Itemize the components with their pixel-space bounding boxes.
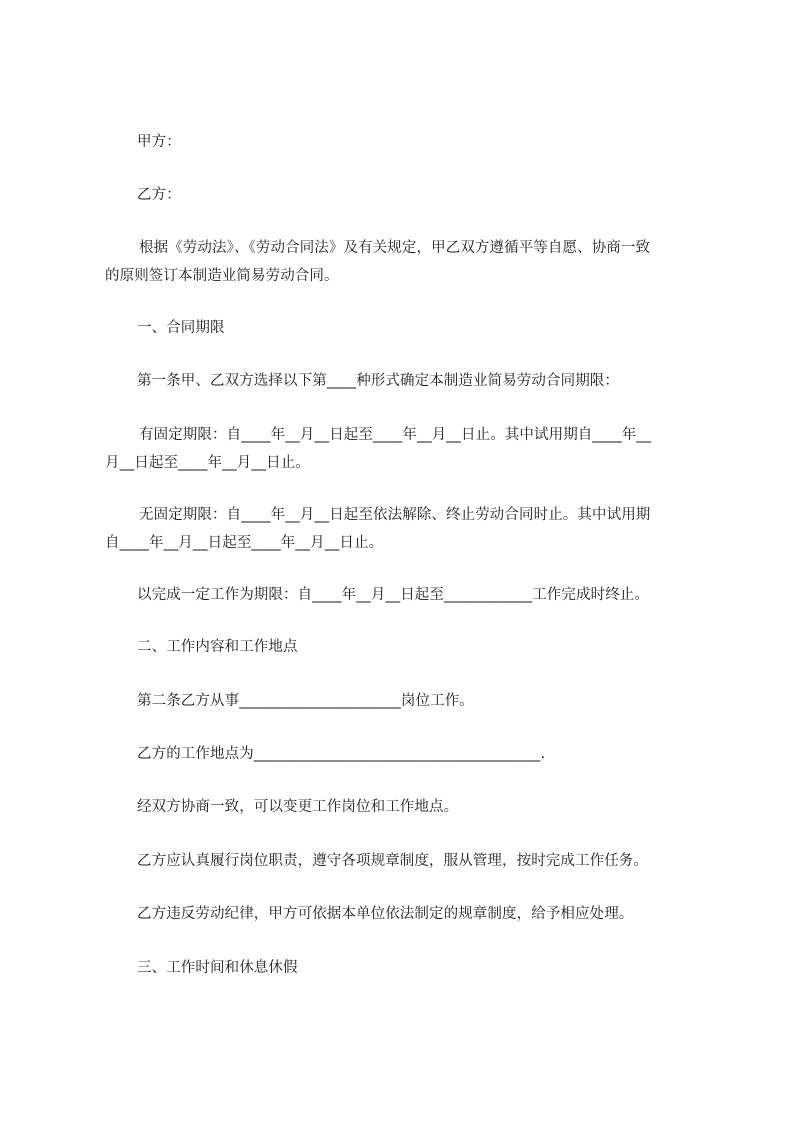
party-b-label: 乙方：	[137, 187, 181, 203]
discipline-clause: 乙方违反劳动纪律，甲方可依据本单位依法制定的规章制度，给予相应处理。	[137, 906, 634, 922]
duty-clause: 乙方应认真履行岗位职责，遵守各项规章制度，服从管理，按时完成工作任务。	[137, 853, 648, 869]
section-2-title: 二、工作内容和工作地点	[137, 639, 298, 655]
open-term-line-2: 自____年__月__日起至____年__月__日止。	[105, 535, 384, 551]
section-3-title: 三、工作时间和休息休假	[137, 960, 298, 976]
preamble-line-1: 根据《劳动法》、《劳动合同法》及有关规定，甲乙双方遵循平等自愿、协商一致	[139, 240, 651, 256]
article-2: 第二条乙方从事______________________岗位工作。	[137, 693, 474, 709]
work-location-clause: 乙方的工作地点为_______________________________________.	[137, 746, 546, 762]
preamble-line-2: 的原则签订本制造业简易劳动合同。	[105, 268, 339, 284]
section-1-title: 一、合同期限	[137, 320, 225, 336]
fixed-term-line-1: 有固定期限：自____年__月__日起至____年__月__日止。其中试用期自____年__	[139, 427, 652, 443]
fixed-term-line-2: 月__日起至____年__月__日止。	[105, 455, 310, 471]
task-term-clause: 以完成一定工作为期限：自____年__月__日起至____________工作完成时终止。	[137, 587, 649, 603]
open-term-line-1: 无固定期限：自____年__月__日起至依法解除、终止劳动合同时止。其中试用期	[139, 507, 651, 523]
party-a-label: 甲方：	[137, 134, 181, 150]
change-clause: 经双方协商一致，可以变更工作岗位和工作地点。	[137, 799, 459, 815]
article-1: 第一条甲、乙双方选择以下第____种形式确定本制造业简易劳动合同期限：	[137, 373, 619, 389]
